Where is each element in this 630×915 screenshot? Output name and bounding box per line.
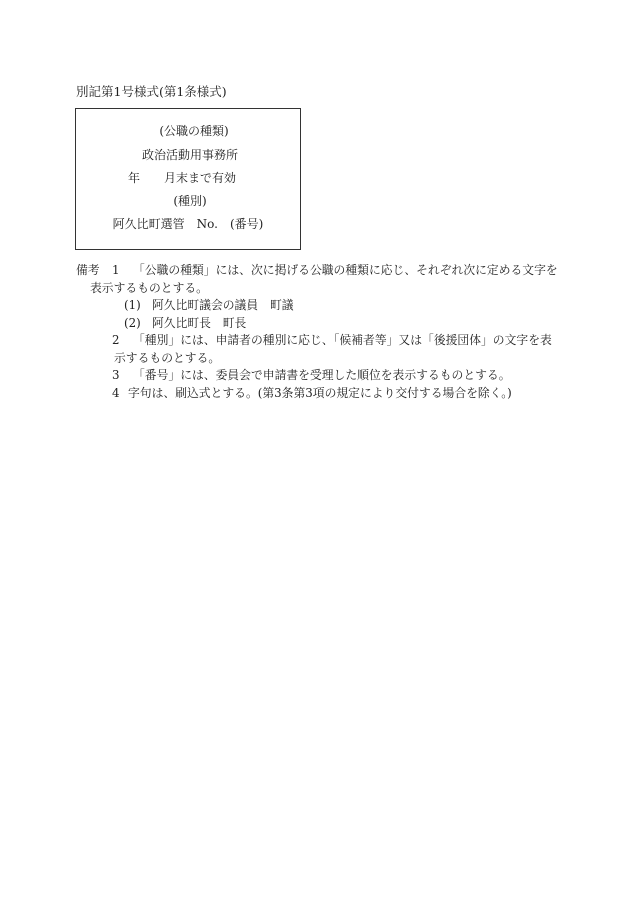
note-1-subitem-1: [124, 297, 294, 315]
subitem-1-text: 阿久比町議会の議員 町議: [151, 298, 294, 312]
note-3-text: 「番号」には、委員会で申請書を受理した順位を表示するものとする。: [133, 368, 511, 382]
note-4-text: 字句は、刷込式とする。(第3条第3項の規定により交付する場合を除く。): [128, 385, 512, 400]
note-1-subitem-2: [124, 315, 246, 333]
subitem-2-label: (2): [124, 315, 141, 330]
note-1-number: 1: [112, 263, 120, 277]
note-2-text: 「種別」には、申請者の種別に応じ、「候補者等」又は「後援団体」の文字を表: [133, 333, 552, 347]
note-4-number: 4: [112, 385, 120, 400]
note-2-number: 2: [112, 333, 120, 347]
note-1-continuation: 表示するものとする。: [90, 280, 208, 295]
note-2-continuation: 示するものとする。: [114, 350, 221, 365]
office-type-line: (公職の種類): [159, 124, 229, 138]
office-purpose-line: 政治活動用事務所: [141, 148, 238, 162]
note-1-text: 「公職の種類」には、次に掲げる公職の種類に応じ、それぞれ次に定める文字を: [133, 263, 558, 277]
subitem-2-text: 阿久比町長 町長: [151, 315, 247, 330]
registration-number-line: 阿久比町選管 No. (番号): [112, 217, 264, 231]
category-line: (種別): [173, 194, 207, 208]
validity-line: 年 月末まで有効: [127, 171, 236, 185]
subitem-1-label: (1): [124, 298, 141, 312]
form-title: 別記第1号様式(第1条様式): [76, 84, 227, 99]
note-3-number: 3: [112, 368, 120, 382]
notes-label: 備考: [76, 263, 100, 277]
sign-template-box: [75, 108, 301, 250]
